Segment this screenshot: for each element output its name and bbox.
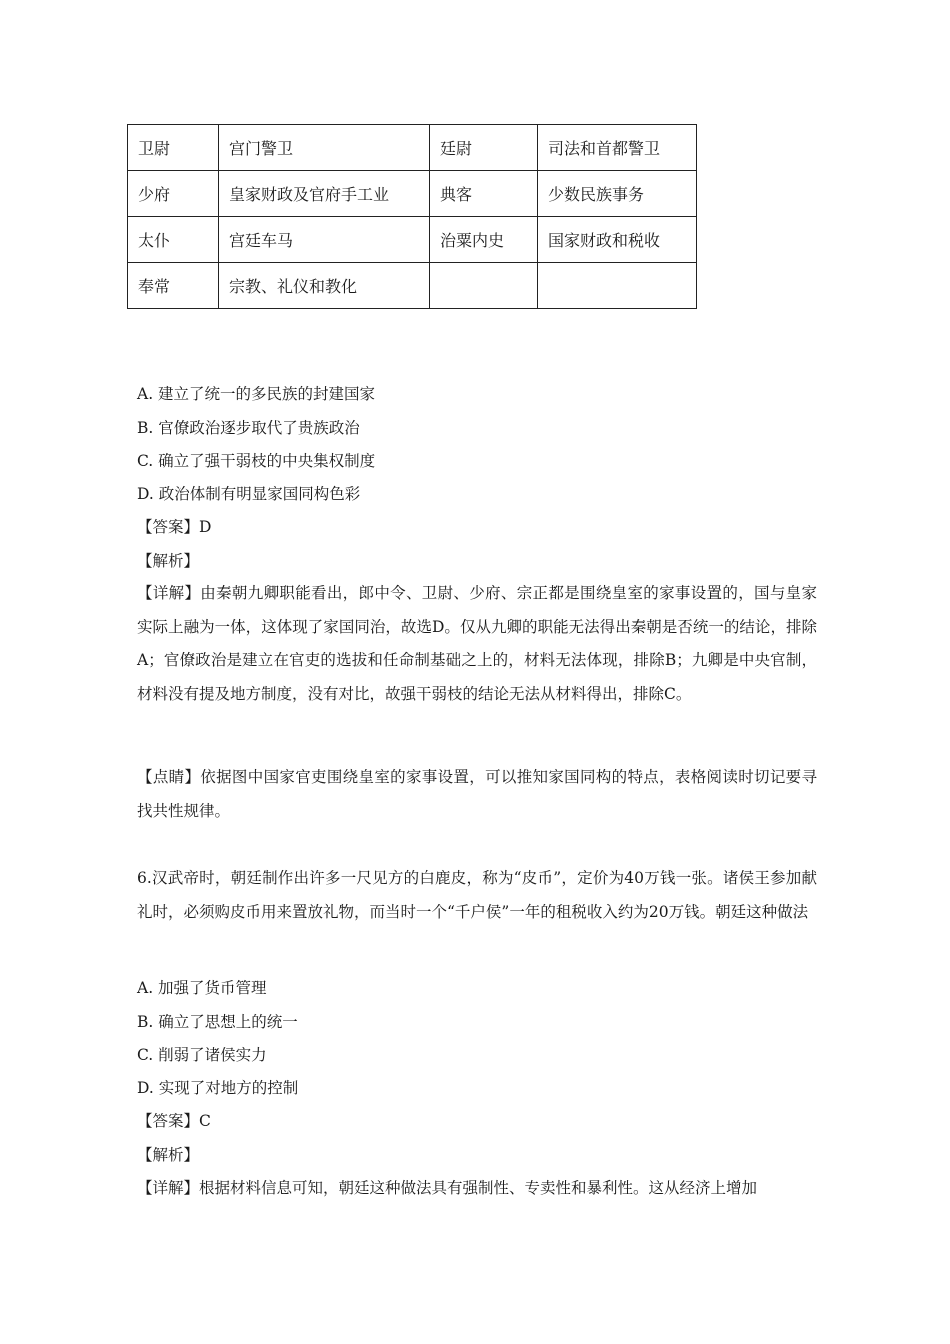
nine-ministers-table [127, 124, 697, 309]
table-cell: 宫廷车马 [219, 217, 430, 263]
q6-detail: 【详解】根据材料信息可知，朝廷这种做法具有强制性、专卖性和暴利性。这从经济上增加 [137, 1179, 758, 1197]
table-row [128, 171, 697, 217]
table-row [128, 263, 697, 309]
table-cell: 奉常 [128, 263, 219, 309]
table-cell [538, 263, 697, 309]
table-row [128, 217, 697, 263]
q6-answer: 【答案】C [137, 1112, 211, 1130]
table-cell: 国家财政和税收 [538, 217, 697, 263]
table-cell: 少数民族事务 [538, 171, 697, 217]
q5-detail: 【详解】由秦朝九卿职能看出，郎中令、卫尉、少府、宗正都是围绕皇室的家事设置的，国与皇家实际上融为一体，这体现了家国同治，故选D。仅从九卿的职能无法得出秦朝是否统一的结论，排除A；官僚政治是建立在官吏的选拔和任命制基础之上的，材料无法体现，排除B；九卿是中央官制，材料没有提及地方制度，没有对比，故强干弱枝的结论无法从材料得出，排除C。 [137, 584, 817, 703]
q6-option-a: A. 加强了货币管理 [137, 979, 267, 997]
table-cell: 典客 [430, 171, 538, 217]
q5-analysis-label: 【解析】 [137, 552, 200, 570]
table-cell: 司法和首都警卫 [538, 125, 697, 171]
table-row [128, 125, 697, 171]
table-cell: 太仆 [128, 217, 219, 263]
q5-option-d: D. 政治体制有明显家国同构色彩 [137, 485, 361, 503]
q5-option-b: B. 官僚政治逐步取代了贵族政治 [137, 419, 360, 437]
q5-tip: 【点睛】依据图中国家官吏围绕皇室的家事设置，可以推知家国同构的特点，表格阅读时切记要寻找共性规律。 [137, 768, 817, 820]
q5-option-c: C. 确立了强干弱枝的中央集权制度 [137, 452, 376, 470]
table-cell: 宗教、礼仪和教化 [219, 263, 430, 309]
table-cell: 皇家财政及官府手工业 [219, 171, 430, 217]
q6-option-b: B. 确立了思想上的统一 [137, 1013, 298, 1031]
table-cell: 廷尉 [430, 125, 538, 171]
table-cell: 卫尉 [128, 125, 219, 171]
q6-analysis-label: 【解析】 [137, 1146, 200, 1164]
table-cell: 宫门警卫 [219, 125, 430, 171]
table-cell: 治粟内史 [430, 217, 538, 263]
table-cell: 少府 [128, 171, 219, 217]
q6-stem: 6.汉武帝时，朝廷制作出许多一尺见方的白鹿皮，称为“皮币”，定价为40万钱一张。诸侯王参加献礼时，必须购皮币用来置放礼物，而当时一个“千户侯”一年的租税收入约为20万钱。朝廷这种做法 [137, 869, 817, 921]
q6-option-c: C. 削弱了诸侯实力 [137, 1046, 267, 1064]
table-cell [430, 263, 538, 309]
q5-option-a: A. 建立了统一的多民族的封建国家 [137, 385, 376, 403]
q5-answer: 【答案】D [137, 518, 212, 536]
q6-option-d: D. 实现了对地方的控制 [137, 1079, 299, 1097]
